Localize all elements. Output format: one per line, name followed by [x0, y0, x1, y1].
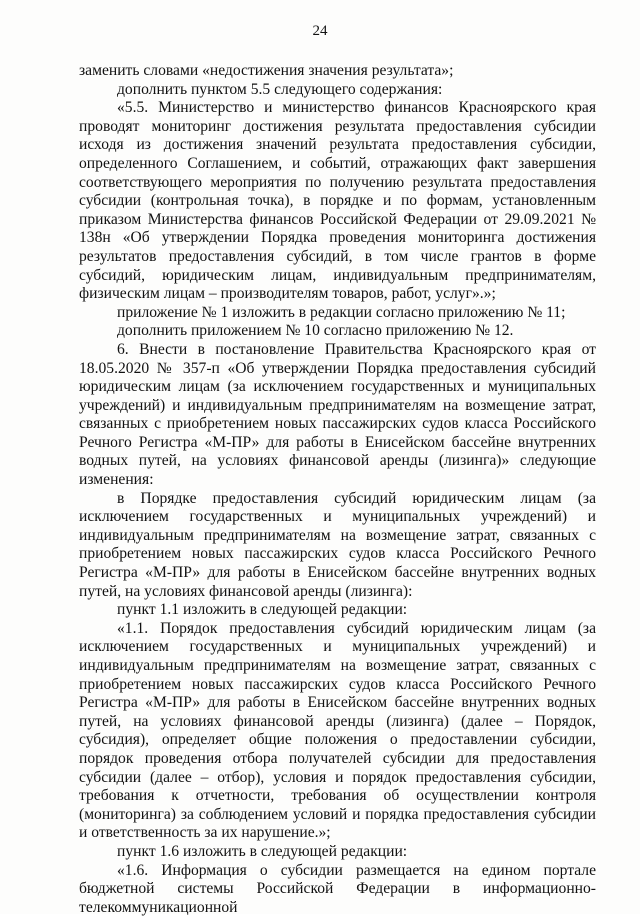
paragraph: приложение № 1 изложить в редакции согласно приложению № 11; [117, 303, 566, 321]
paragraph: пункт 1.6 изложить в следующей редакции: [117, 842, 408, 860]
paragraph: дополнить пунктом 5.5 следующего содержания: [117, 80, 443, 98]
paragraph: «1.1. Порядок предоставления субсидий юридическим лицам (за исключением государственных и муниципальных учреждений) и индивидуальным предпринимателям на возмещение затрат, связанных с приобретением новых пассажирских судов класса Российского Речного Регистра «М-ПР» для работы в Енисейском бассейне внутренних водных путей, на условиях финансовой аренды (лизинга) (далее – Порядок, субсидия), определяет общие положения о предоставлении субсидии, порядок проведения отбора получателей субсидии для предоставления субсидии (далее – отбор), условия и порядок предоставления субсидии, требования к отчетности, требования об осуществлении контроля (мониторинга) за соблюдением условий и порядка предоставления субсидии и ответственность за их нарушение.»; [79, 619, 596, 842]
paragraph: заменить словами «недостижения значения результата»; [79, 62, 454, 79]
paragraph: «5.5. Министерство и министерство финансов Красноярского края проводят мониторинг достижения результата предоставления субсидии исходя из достижения значений результата предоставления субсидии, определенного Соглашением, и событий, отражающих факт завершения соответствующего мероприятия по получению результата предоставления субсидии (контрольная точка), в порядке и по формам, установленным приказом Министерства финансов Российской Федерации от 29.09.2021 № 138н «Об утверждении Порядка проведения мониторинга достижения результатов предоставления субсидий, в том числе грантов в форме субсидий, юридическим лицам, индивидуальным предпринимателям, физическим лицам – производителям товаров, работ, услуг».»; [79, 99, 596, 303]
paragraph: пункт 1.1 изложить в следующей редакции: [117, 601, 408, 619]
paragraph: в Порядке предоставления субсидий юридическим лицам (за исключением государственных и муниципальных учреждений) и индивидуальным предпринимателям на возмещение затрат, связанных с приобретением новых пассажирских судов класса Российского Речного Регистра «М-ПР» для работы в Енисейском бассейне внутренних водных путей, на условиях финансовой аренды (лизинга): [79, 489, 596, 600]
document-body [79, 62, 596, 917]
paragraph: «1.6. Информация о субсидии размещается на едином портале бюджетной системы Российской Федерации в информационно-телекоммуникационной [79, 861, 596, 916]
page-number: 24 [312, 23, 328, 39]
paragraph: дополнить приложением № 10 согласно приложению № 12. [117, 322, 514, 340]
paragraph: 6. Внести в постановление Правительства Красноярского края от 18.05.2020 № 357-п «Об утверждении Порядка предоставления субсидий юридическим лицам (за исключением государственных и муниципальных учреждений) и индивидуальным предпринимателям на возмещение затрат, связанных с приобретением новых пассажирских судов класса Российского Речного Регистра «М-ПР» для работы в Енисейском бассейне внутренних водных путей, на условиях финансовой аренды (лизинга)» следующие изменения: [79, 340, 596, 489]
